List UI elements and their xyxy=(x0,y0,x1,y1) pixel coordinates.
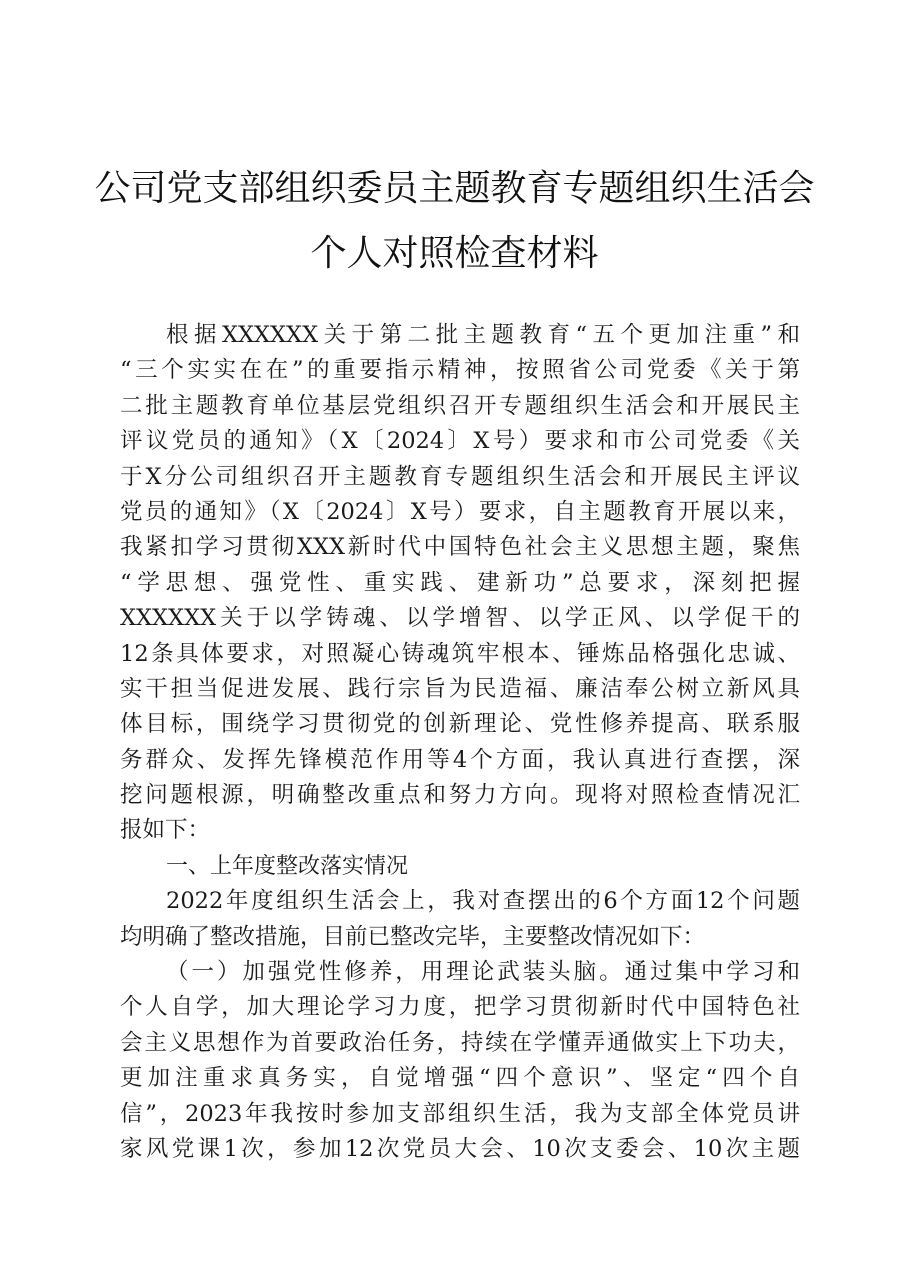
paragraph-1-line: 二批主题教育单位基层党组织召开专题组织生活会和开展民主 xyxy=(120,392,800,419)
paragraph-1-line: 党员的通知》（X〔2024〕X号）要求，自主题教育开展以来， xyxy=(120,498,800,525)
paragraph-1-line: 挖问题根源，明确整改重点和努力方向。现将对照检查情况汇 xyxy=(120,782,800,809)
paragraph-1-line: “三个实实在在”的重要指示精神，按照省公司党委《关于第 xyxy=(120,357,800,384)
document-body xyxy=(120,318,800,1167)
paragraph-1-line: 评议党员的通知》（X〔2024〕X号）要求和市公司党委《关 xyxy=(120,428,800,455)
paragraph-1-line: 根据XXXXXX关于第二批主题教育“五个更加注重”和 xyxy=(166,322,800,348)
document-title-line-1: 公司党支部组织委员主题教育专题组织生活会 xyxy=(94,168,815,209)
paragraph-1-line: 报如下： xyxy=(120,817,211,844)
paragraph-1-line: 体目标，围绕学习贯彻党的创新理论、党性修养提高、联系服 xyxy=(120,711,800,738)
paragraph-3-line: 更加注重求真务实，自觉增强“四个意识”、坚定“四个自 xyxy=(120,1065,800,1092)
paragraph-1-line: 于X分公司组织召开主题教育专题组织生活会和开展民主评议 xyxy=(120,463,800,490)
paragraph-1-line: 我紧扣学习贯彻XXX新时代中国特色社会主义思想主题，聚焦 xyxy=(120,534,800,561)
section-heading: 一、上年度整改落实情况 xyxy=(166,853,409,879)
paragraph-2-line: 2022年度组织生活会上，我对查摆出的6个方面12个问题 xyxy=(166,888,800,915)
paragraph-2-line: 均明确了整改措施，目前已整改完毕，主要整改情况如下： xyxy=(120,923,706,950)
paragraph-1-line: “学思想、强党性、重实践、建新功”总要求，深刻把握 xyxy=(120,569,800,596)
paragraph-3-line: （一）加强党性修养，用理论武装头脑。通过集中学习和 xyxy=(166,959,800,986)
paragraph-3-line: 信”，2023年我按时参加支部组织生活，我为支部全体党员讲 xyxy=(120,1100,800,1127)
paragraph-3-line: 个人自学，加大理论学习力度，把学习贯彻新时代中国特色社 xyxy=(120,994,800,1021)
paragraph-1-line: 12条具体要求，对照凝心铸魂筑牢根本、锤炼品格强化忠诚、 xyxy=(120,640,800,667)
paragraph-1-line: 务群众、发挥先锋模范作用等4个方面，我认真进行查摆，深 xyxy=(120,746,800,773)
paragraph-3-line: 家风党课1次，参加12次党员大会、10次支委会、10次主题 xyxy=(120,1135,800,1162)
paragraph-3-line: 会主义思想作为首要政治任务，持续在学懂弄通做实上下功夫， xyxy=(120,1029,800,1056)
paragraph-1-line: XXXXXX关于以学铸魂、以学增智、以学正风、以学促干的 xyxy=(120,605,800,632)
paragraph-1-line: 实干担当促进发展、践行宗旨为民造福、廉洁奉公树立新风具 xyxy=(120,675,800,702)
document-title-line-2: 个人对照检查材料 xyxy=(310,233,599,274)
